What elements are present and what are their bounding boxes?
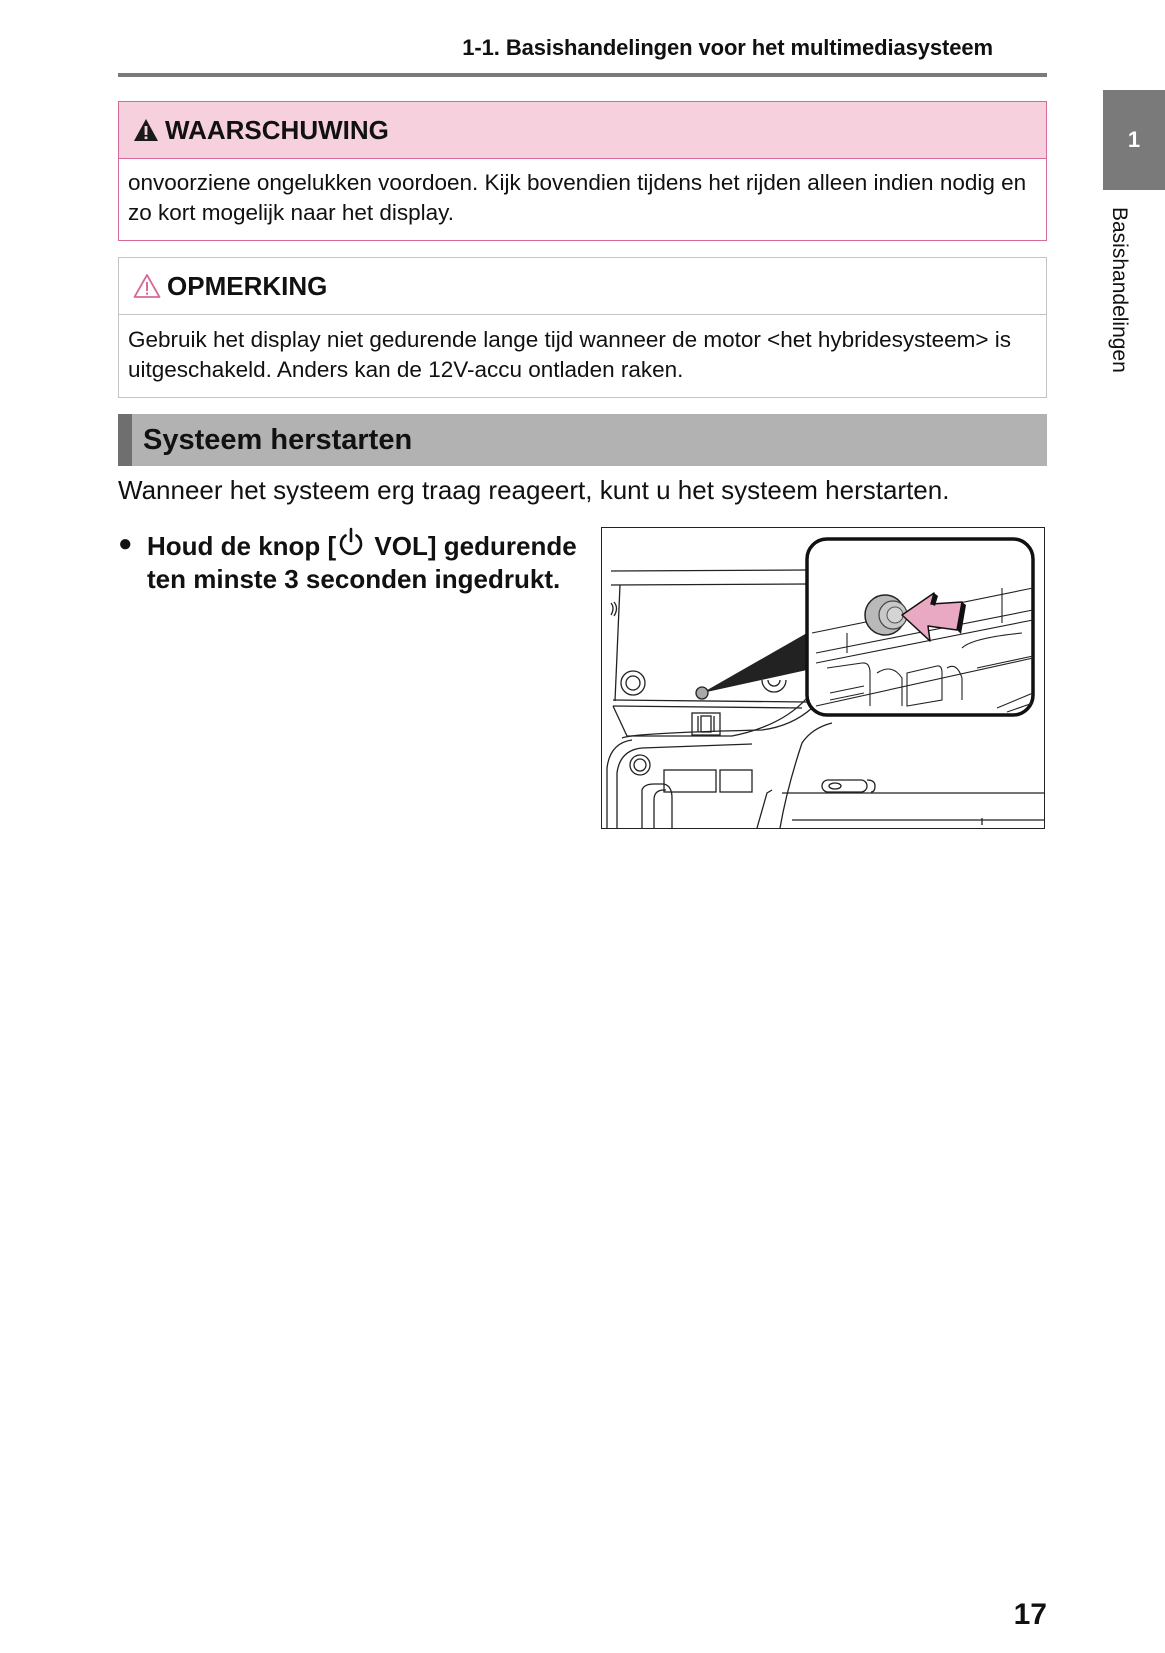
dashboard-drawing	[602, 528, 1044, 828]
header-rule	[118, 73, 1047, 77]
step-item	[118, 527, 578, 596]
warning-header	[119, 102, 1046, 159]
notice-header	[119, 258, 1046, 315]
warning-triangle-outline-icon	[133, 273, 161, 299]
notice-box	[118, 257, 1047, 398]
bullet-icon: ●	[118, 530, 133, 557]
warning-title: WAARSCHUWING	[165, 114, 389, 145]
warning-body: onvoorziene ongelukken voordoen. Kijk bovendien tijdens het rijden alleen indien nodig en zo kort mogelijk naar het display.	[128, 170, 1027, 225]
notice-title: OPMERKING	[167, 270, 328, 301]
section-intro: Wanneer het systeem erg traag reageert, kunt u het systeem herstarten.	[118, 475, 950, 505]
dashboard-illustration	[601, 527, 1045, 829]
power-icon	[337, 527, 365, 557]
warning-triangle-filled-icon	[133, 118, 159, 142]
step-text-before: Houd de knop [	[147, 531, 337, 561]
page-number: 17	[1013, 1598, 1047, 1631]
notice-body: Gebruik het display niet gedurende lange tijd wanneer de motor <het hybridesysteem> is uitgeschakeld. Anders kan de 12V-accu ontladen raken.	[128, 327, 1012, 382]
chapter-number: 1	[1127, 127, 1141, 152]
section-title: Systeem herstarten	[143, 423, 413, 456]
step-text	[147, 527, 578, 596]
warning-box	[118, 101, 1047, 241]
step-text-after: VOL] gedurende ten minste 3 seconden ingedrukt.	[147, 531, 577, 594]
running-header: 1-1. Basishandelingen voor het multimediasysteem	[462, 35, 993, 60]
chapter-tab[interactable]	[1103, 90, 1165, 190]
section-header	[118, 414, 1047, 466]
chapter-label: Basishandelingen	[1108, 207, 1131, 373]
section-header-stripe	[118, 414, 132, 466]
